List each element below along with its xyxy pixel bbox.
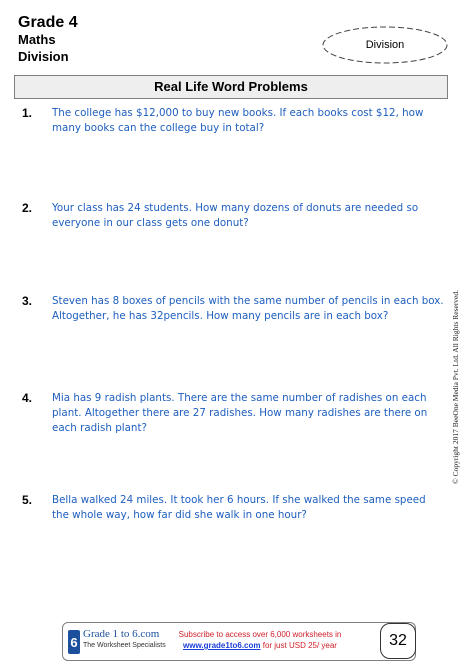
promo-line-2: for just USD 25/ year bbox=[260, 641, 337, 650]
problem-number: 3. bbox=[22, 294, 33, 308]
problem-text: Your class has 24 students. How many dozens of donuts are needed so everyone in our class gets one donut? bbox=[52, 202, 419, 229]
footer-banner bbox=[62, 622, 416, 661]
problem-number: 2. bbox=[22, 201, 33, 215]
promo-line-1: Subscribe to access over 6,000 worksheets in bbox=[178, 630, 342, 639]
logo-name: Grade 1 to 6.com bbox=[83, 628, 160, 640]
logo-mark-icon bbox=[67, 628, 81, 656]
logo-tagline: The Worksheet Specialists bbox=[83, 642, 166, 649]
problem-number: 5. bbox=[22, 493, 33, 507]
problem-text: The college has $12,000 to buy new books. If each books cost $12, how many books can the college buy in total? bbox=[52, 107, 424, 134]
topic-label: Division bbox=[18, 49, 69, 64]
subject-label: Maths bbox=[18, 32, 56, 47]
problem-text: Steven has 8 boxes of pencils with the same number of pencils in each box. Altogether, he has 32pencils. How many pencils are in each box? bbox=[52, 295, 444, 322]
problem-number: 4. bbox=[22, 391, 33, 405]
problem-number: 1. bbox=[22, 106, 33, 120]
page-number: 32 bbox=[380, 623, 416, 659]
problem-text: Mia has 9 radish plants. There are the same number of radishes on each plant. Altogether there are 27 radishes. How many radishes are there on each radish plant? bbox=[52, 392, 428, 434]
copyright-notice: © Copyright 2017 BeeOne Media Pvt. Ltd. All Rights Reserved. bbox=[451, 289, 460, 484]
subscription-promo bbox=[171, 629, 349, 651]
badge-label: Division bbox=[365, 39, 405, 51]
title-bar bbox=[14, 75, 448, 99]
page-title: Real Life Word Problems bbox=[154, 79, 308, 94]
problem-text: Bella walked 24 miles. It took her 6 hours. If she walked the same speed the whole way, how far did she walk in one hour? bbox=[52, 494, 426, 521]
promo-link[interactable]: www.grade1to6.com bbox=[183, 641, 261, 650]
worksheet-header bbox=[18, 14, 78, 65]
grade-label: Grade 4 bbox=[18, 14, 78, 31]
site-logo[interactable] bbox=[67, 628, 165, 656]
topic-badge bbox=[320, 24, 450, 66]
svg-text:6: 6 bbox=[70, 635, 78, 650]
